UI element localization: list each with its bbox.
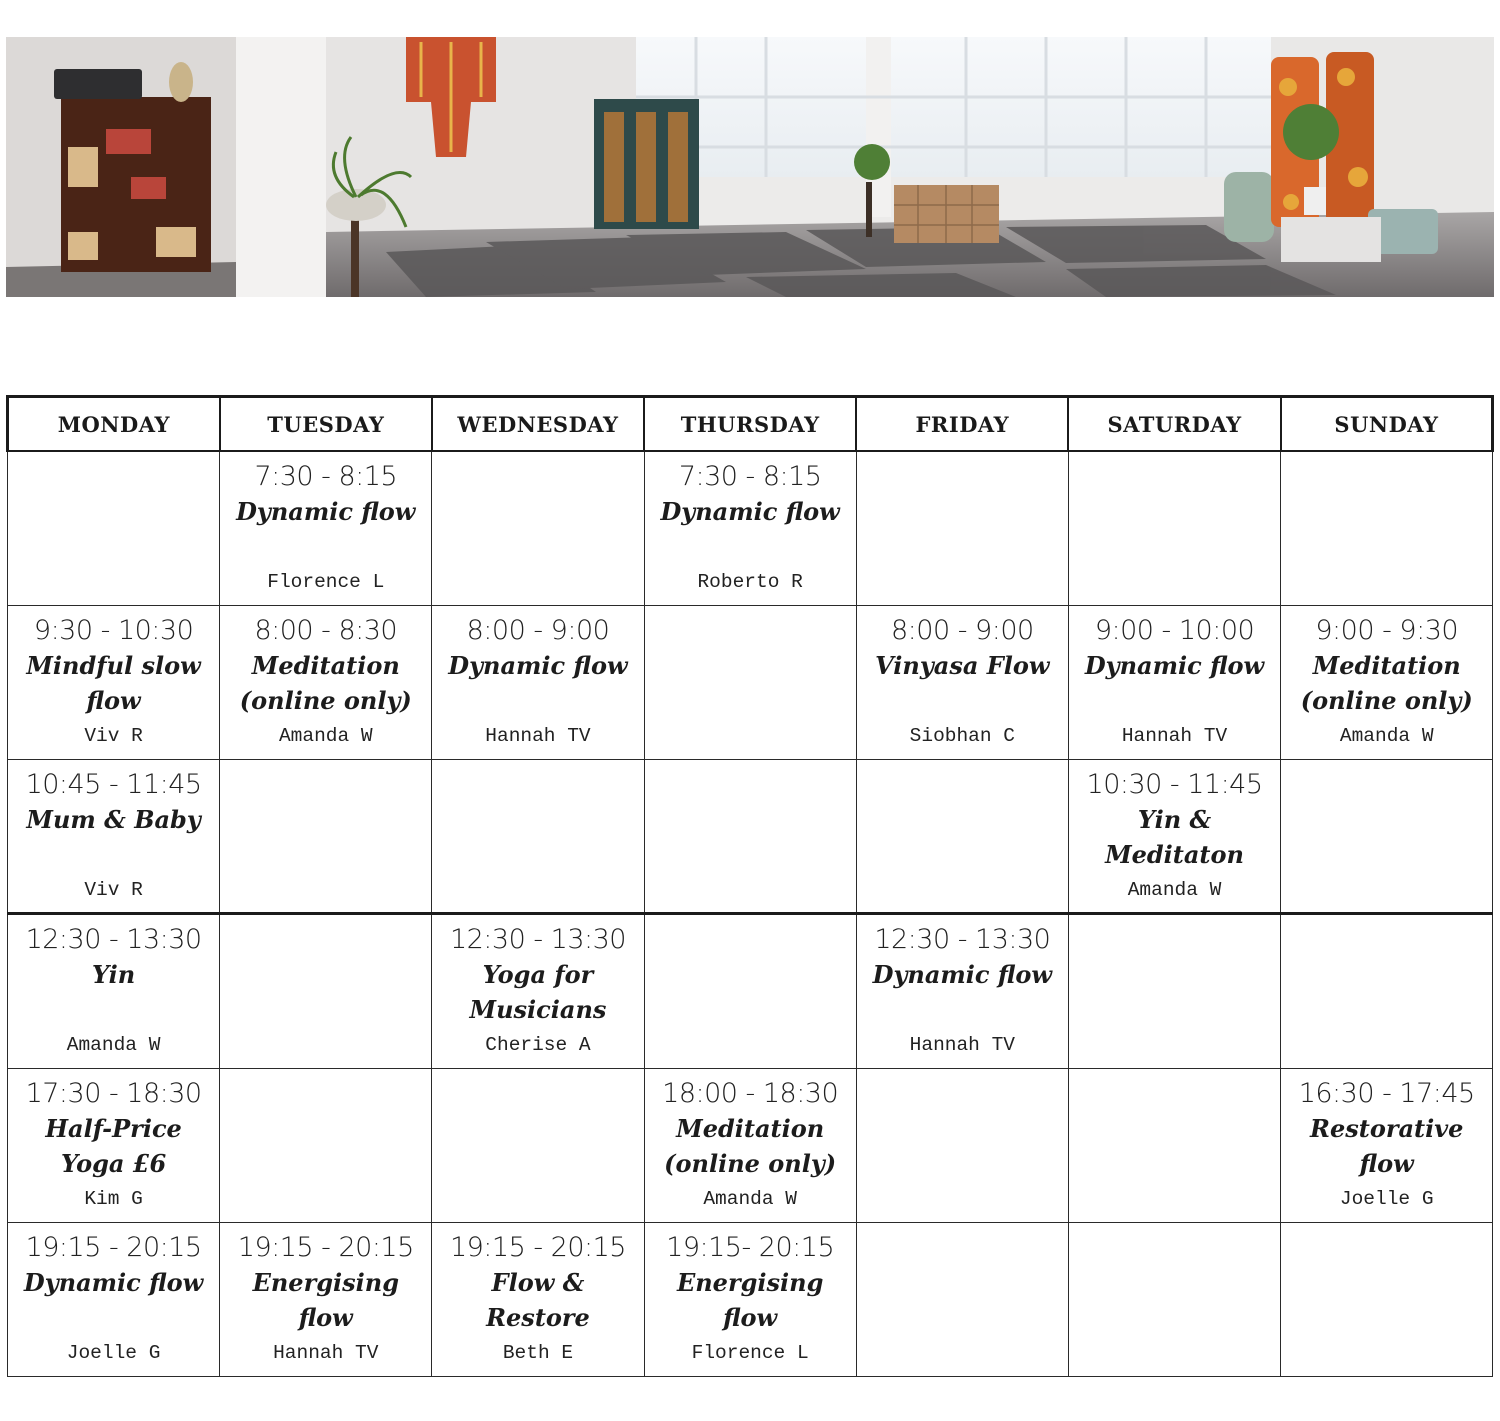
studio-photo-illustration (6, 37, 1494, 297)
class-teacher: Florence L (267, 571, 385, 593)
day-header-thursday: THURSDAY (644, 397, 856, 452)
class-teacher: Florence L (691, 1342, 809, 1365)
class-slot (1069, 760, 1280, 912)
timetable-row (8, 605, 1493, 759)
timetable-row (8, 759, 1493, 914)
class-slot (857, 606, 1068, 758)
class-name: Meditation (online only) (1300, 650, 1473, 715)
class-name: Energising flow (676, 1268, 824, 1333)
timetable-cell (220, 759, 432, 914)
timetable-cell (644, 759, 856, 914)
timetable-cell (1281, 914, 1493, 1069)
timetable-cell (1281, 759, 1493, 914)
class-teacher: Amanda W (1127, 878, 1222, 901)
class-name: Dynamic flow (872, 960, 1053, 990)
timetable-cell (644, 451, 856, 605)
class-name: Mum & Baby (26, 804, 201, 834)
class-slot (645, 1069, 856, 1221)
class-name: Dynamic flow (448, 650, 628, 680)
class-name: Energising flow (252, 1268, 399, 1333)
class-slot (432, 606, 643, 758)
timetable-cell (1068, 1223, 1280, 1377)
class-time: 9:00 - 9:30 (1315, 614, 1459, 646)
timetable-cell (644, 914, 856, 1069)
class-slot (1281, 1069, 1492, 1221)
day-header-saturday: SATURDAY (1068, 397, 1280, 452)
class-teacher: Amanda W (703, 1188, 797, 1211)
timetable-cell (220, 605, 432, 759)
timetable-cell (644, 605, 856, 759)
timetable-row (8, 1223, 1493, 1377)
timetable-cell (856, 759, 1068, 914)
timetable-cell (1068, 605, 1280, 759)
timetable-row (8, 1069, 1493, 1223)
class-teacher: Viv R (84, 724, 143, 747)
timetable-cell (432, 914, 644, 1069)
class-slot (220, 1223, 431, 1375)
timetable-cell (432, 605, 644, 759)
timetable-cell (8, 759, 220, 914)
class-teacher: Hannah TV (273, 1342, 379, 1365)
class-slot (1069, 606, 1280, 758)
timetable-cell (8, 1223, 220, 1377)
timetable-cell (8, 1069, 220, 1223)
class-time: 10:30 - 11:45 (1086, 768, 1263, 800)
class-slot (8, 1223, 219, 1375)
class-name: Yin (91, 960, 136, 990)
class-teacher: Hannah TV (1121, 724, 1228, 747)
class-slot (8, 760, 219, 912)
class-time: 10:45 - 11:45 (25, 768, 202, 800)
class-time: 9:00 - 10:00 (1094, 614, 1255, 646)
class-slot (8, 915, 219, 1067)
class-teacher: Joelle G (66, 1342, 161, 1365)
day-header-friday: FRIDAY (856, 397, 1068, 452)
class-teacher: Joelle G (1339, 1188, 1434, 1211)
timetable-cell (856, 451, 1068, 605)
class-time: 19:15- 20:15 (666, 1232, 835, 1264)
class-time: 12:30 - 13:30 (25, 924, 202, 956)
class-teacher: Roberto R (697, 571, 803, 593)
class-slot (220, 606, 431, 758)
class-name: Dynamic flow (23, 1268, 204, 1298)
class-name: Flow & Restore (486, 1268, 590, 1333)
class-teacher: Amanda W (278, 724, 373, 747)
class-time: 9:30 - 10:30 (33, 614, 194, 646)
timetable-cell (1068, 1069, 1280, 1223)
timetable-cell (432, 1223, 644, 1377)
class-teacher: Cherise A (485, 1034, 591, 1057)
class-slot (432, 915, 643, 1067)
class-slot (1281, 606, 1492, 758)
class-name: Meditation (online only) (239, 650, 412, 715)
timetable-cell (220, 1223, 432, 1377)
class-time: 18:00 - 18:30 (662, 1078, 839, 1110)
class-teacher: Beth E (502, 1342, 574, 1365)
timetable-cell (856, 914, 1068, 1069)
class-slot (645, 1223, 856, 1375)
timetable-cell (220, 1069, 432, 1223)
class-name: Dynamic flow (236, 497, 416, 526)
class-name: Half-Price Yoga £6 (45, 1114, 182, 1179)
class-teacher: Amanda W (1339, 724, 1434, 747)
class-name: Mindful slow flow (26, 650, 201, 715)
class-teacher: Amanda W (66, 1034, 161, 1057)
timetable-cell (644, 1223, 856, 1377)
class-time: 19:15 - 20:15 (25, 1232, 202, 1264)
day-header-tuesday: TUESDAY (220, 397, 432, 452)
timetable-cell (220, 914, 432, 1069)
timetable-body (8, 451, 1493, 1377)
class-time: 7:30 - 8:15 (254, 461, 398, 492)
timetable-cell (644, 1069, 856, 1223)
timetable-cell (856, 605, 1068, 759)
class-name: Vinyasa Flow (875, 650, 1050, 680)
class-time: 19:15 - 20:15 (237, 1232, 414, 1264)
class-name: Restorative flow (1310, 1114, 1464, 1179)
class-name: Dynamic flow (1084, 650, 1265, 680)
timetable-cell (856, 1223, 1068, 1377)
weekly-timetable (6, 395, 1494, 1377)
studio-banner (6, 37, 1494, 297)
timetable-cell (8, 451, 220, 605)
class-name: Yoga for Musicians (469, 960, 607, 1025)
timetable-cell (220, 451, 432, 605)
class-slot (857, 915, 1068, 1067)
timetable-cell (8, 914, 220, 1069)
timetable-cell (432, 759, 644, 914)
timetable-cell (1281, 1069, 1493, 1223)
class-time: 19:15 - 20:15 (449, 1232, 626, 1264)
timetable-cell (856, 1069, 1068, 1223)
class-slot (220, 452, 431, 604)
day-header-wednesday: WEDNESDAY (432, 397, 644, 452)
class-teacher: Hannah TV (485, 724, 591, 747)
class-time: 8:00 - 9:00 (891, 614, 1034, 646)
timetable-row (8, 914, 1493, 1069)
class-slot (432, 1223, 643, 1375)
class-time: 8:00 - 8:30 (254, 614, 398, 646)
class-slot (645, 452, 856, 604)
timetable-cell (432, 451, 644, 605)
timetable-cell (1281, 451, 1493, 605)
class-time: 16:30 - 17:45 (1298, 1078, 1475, 1110)
class-time: 17:30 - 18:30 (25, 1078, 202, 1110)
class-time: 12:30 - 13:30 (449, 924, 626, 956)
timetable-cell (432, 1069, 644, 1223)
class-teacher: Kim G (84, 1188, 143, 1211)
class-teacher: Viv R (84, 878, 143, 901)
class-time: 7:30 - 8:15 (678, 461, 822, 492)
class-teacher: Hannah TV (909, 1034, 1015, 1057)
timetable-cell (1068, 451, 1280, 605)
class-time: 12:30 - 13:30 (874, 924, 1051, 956)
timetable-cell (8, 605, 220, 759)
day-header-sunday: SUNDAY (1281, 397, 1493, 452)
timetable-cell (1068, 759, 1280, 914)
class-teacher: Siobhan C (909, 724, 1015, 747)
day-header-row (8, 397, 1493, 452)
class-slot (8, 606, 219, 758)
class-time: 8:00 - 9:00 (466, 614, 610, 646)
class-name: Yin & Meditaton (1105, 804, 1244, 869)
timetable-cell (1068, 914, 1280, 1069)
day-header-monday: MONDAY (8, 397, 220, 452)
timetable-cell (1281, 605, 1493, 759)
timetable-cell (1281, 1223, 1493, 1377)
timetable-row (8, 451, 1493, 605)
class-name: Dynamic flow (660, 497, 840, 526)
class-name: Meditation (online only) (664, 1114, 837, 1179)
class-slot (8, 1069, 219, 1221)
